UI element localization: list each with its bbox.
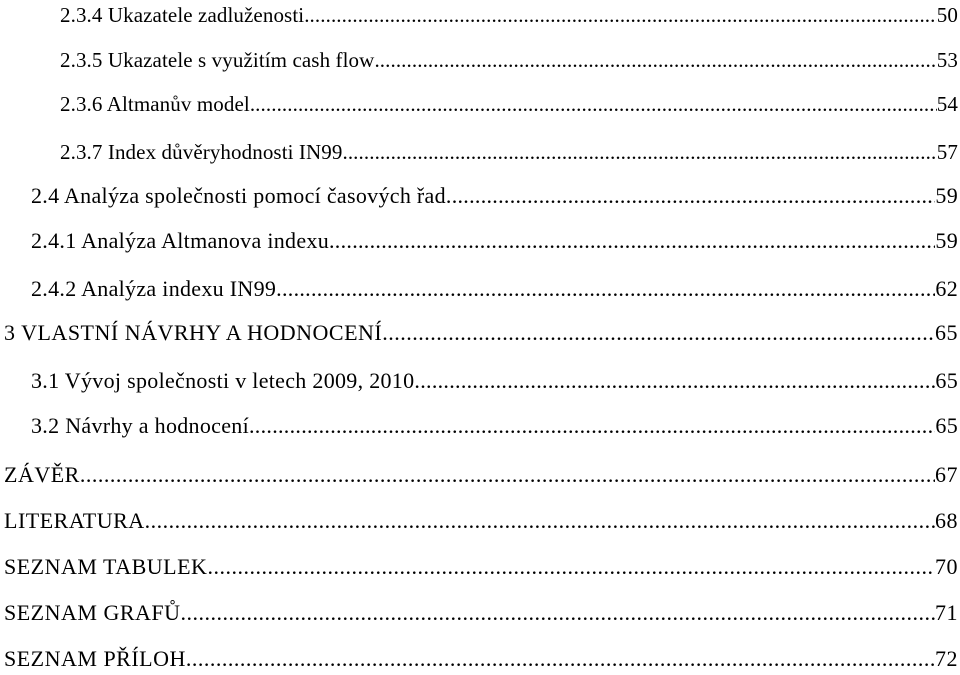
- toc-dot-leader: [342, 137, 936, 167]
- toc-entry-title: 2.3.5 Ukazatele s využitím cash flow: [60, 48, 375, 72]
- toc-entry[interactable]: [31, 366, 958, 396]
- toc-entry[interactable]: [4, 318, 958, 348]
- toc-dot-leader: [145, 506, 935, 536]
- toc-dot-leader: [374, 45, 936, 75]
- toc-entry[interactable]: [60, 0, 958, 30]
- toc-entry-title: SEZNAM PŘÍLOH: [4, 646, 186, 671]
- toc-entry-title: LITERATURA: [4, 508, 145, 533]
- toc-dot-leader: [276, 274, 935, 304]
- toc-entry[interactable]: [60, 89, 958, 119]
- toc-dot-leader: [207, 552, 935, 582]
- toc-dot-leader: [249, 411, 935, 441]
- toc-entry-title: 3 VLASTNÍ NÁVRHY A HODNOCENÍ: [4, 320, 383, 345]
- toc-entry[interactable]: [31, 226, 958, 256]
- toc-entry-title: SEZNAM GRAFŮ: [4, 600, 181, 625]
- toc-entry[interactable]: [31, 411, 958, 441]
- toc-entry[interactable]: [4, 552, 958, 582]
- toc-entry-page: 70: [935, 554, 958, 579]
- toc-dot-leader: [181, 598, 935, 628]
- toc-entry-title: 3.1 Vývoj společnosti v letech 2009, 2010: [31, 368, 415, 393]
- toc-entry-page: 59: [935, 228, 958, 253]
- toc-entry-page: 53: [936, 48, 958, 72]
- toc-entry[interactable]: [4, 460, 958, 490]
- toc-entry-page: 65: [935, 413, 958, 438]
- toc-dot-leader: [250, 89, 937, 119]
- toc-entry[interactable]: [31, 181, 958, 211]
- toc-dot-leader: [329, 226, 935, 256]
- toc-entry-page: 54: [936, 92, 958, 116]
- toc-entry-title: 2.4.1 Analýza Altmanova indexu: [31, 228, 329, 253]
- toc-dot-leader: [382, 318, 935, 348]
- toc-entry[interactable]: [60, 45, 958, 75]
- toc-entry-page: 65: [935, 368, 958, 393]
- toc-entry-page: 59: [935, 183, 958, 208]
- toc-entry-title: ZÁVĚR: [4, 462, 80, 487]
- toc-entry-title: 2.4.2 Analýza indexu IN99: [31, 276, 277, 301]
- toc-entry-page: 72: [935, 646, 958, 671]
- toc-entry[interactable]: [4, 598, 958, 628]
- toc-entry-page: 71: [935, 600, 958, 625]
- toc-entry[interactable]: [60, 137, 958, 167]
- toc-entry-page: 57: [936, 140, 958, 164]
- toc-entry-title: 2.3.7 Index důvěryhodnosti IN99: [60, 140, 343, 164]
- toc-dot-leader: [186, 644, 935, 674]
- toc-entry[interactable]: [4, 644, 958, 674]
- toc-entry-title: 3.2 Návrhy a hodnocení: [31, 413, 249, 438]
- toc-entry-page: 50: [936, 3, 958, 27]
- toc-dot-leader: [414, 366, 935, 396]
- toc-dot-leader: [446, 181, 935, 211]
- toc-entry-page: 67: [935, 462, 958, 487]
- toc-entry-title: 2.3.6 Altmanův model: [60, 92, 250, 116]
- toc-entry-title: 2.3.4 Ukazatele zadluženosti: [60, 3, 305, 27]
- toc-entry-page: 68: [935, 508, 958, 533]
- toc-dot-leader: [80, 460, 935, 490]
- toc-entry[interactable]: [4, 506, 958, 536]
- toc-entry[interactable]: [31, 274, 958, 304]
- toc-entry-title: SEZNAM TABULEK: [4, 554, 208, 579]
- toc-entry-page: 65: [935, 320, 958, 345]
- toc-dot-leader: [304, 0, 937, 30]
- toc-entry-page: 62: [935, 276, 958, 301]
- toc-entry-title: 2.4 Analýza společnosti pomocí časových řad: [31, 183, 446, 208]
